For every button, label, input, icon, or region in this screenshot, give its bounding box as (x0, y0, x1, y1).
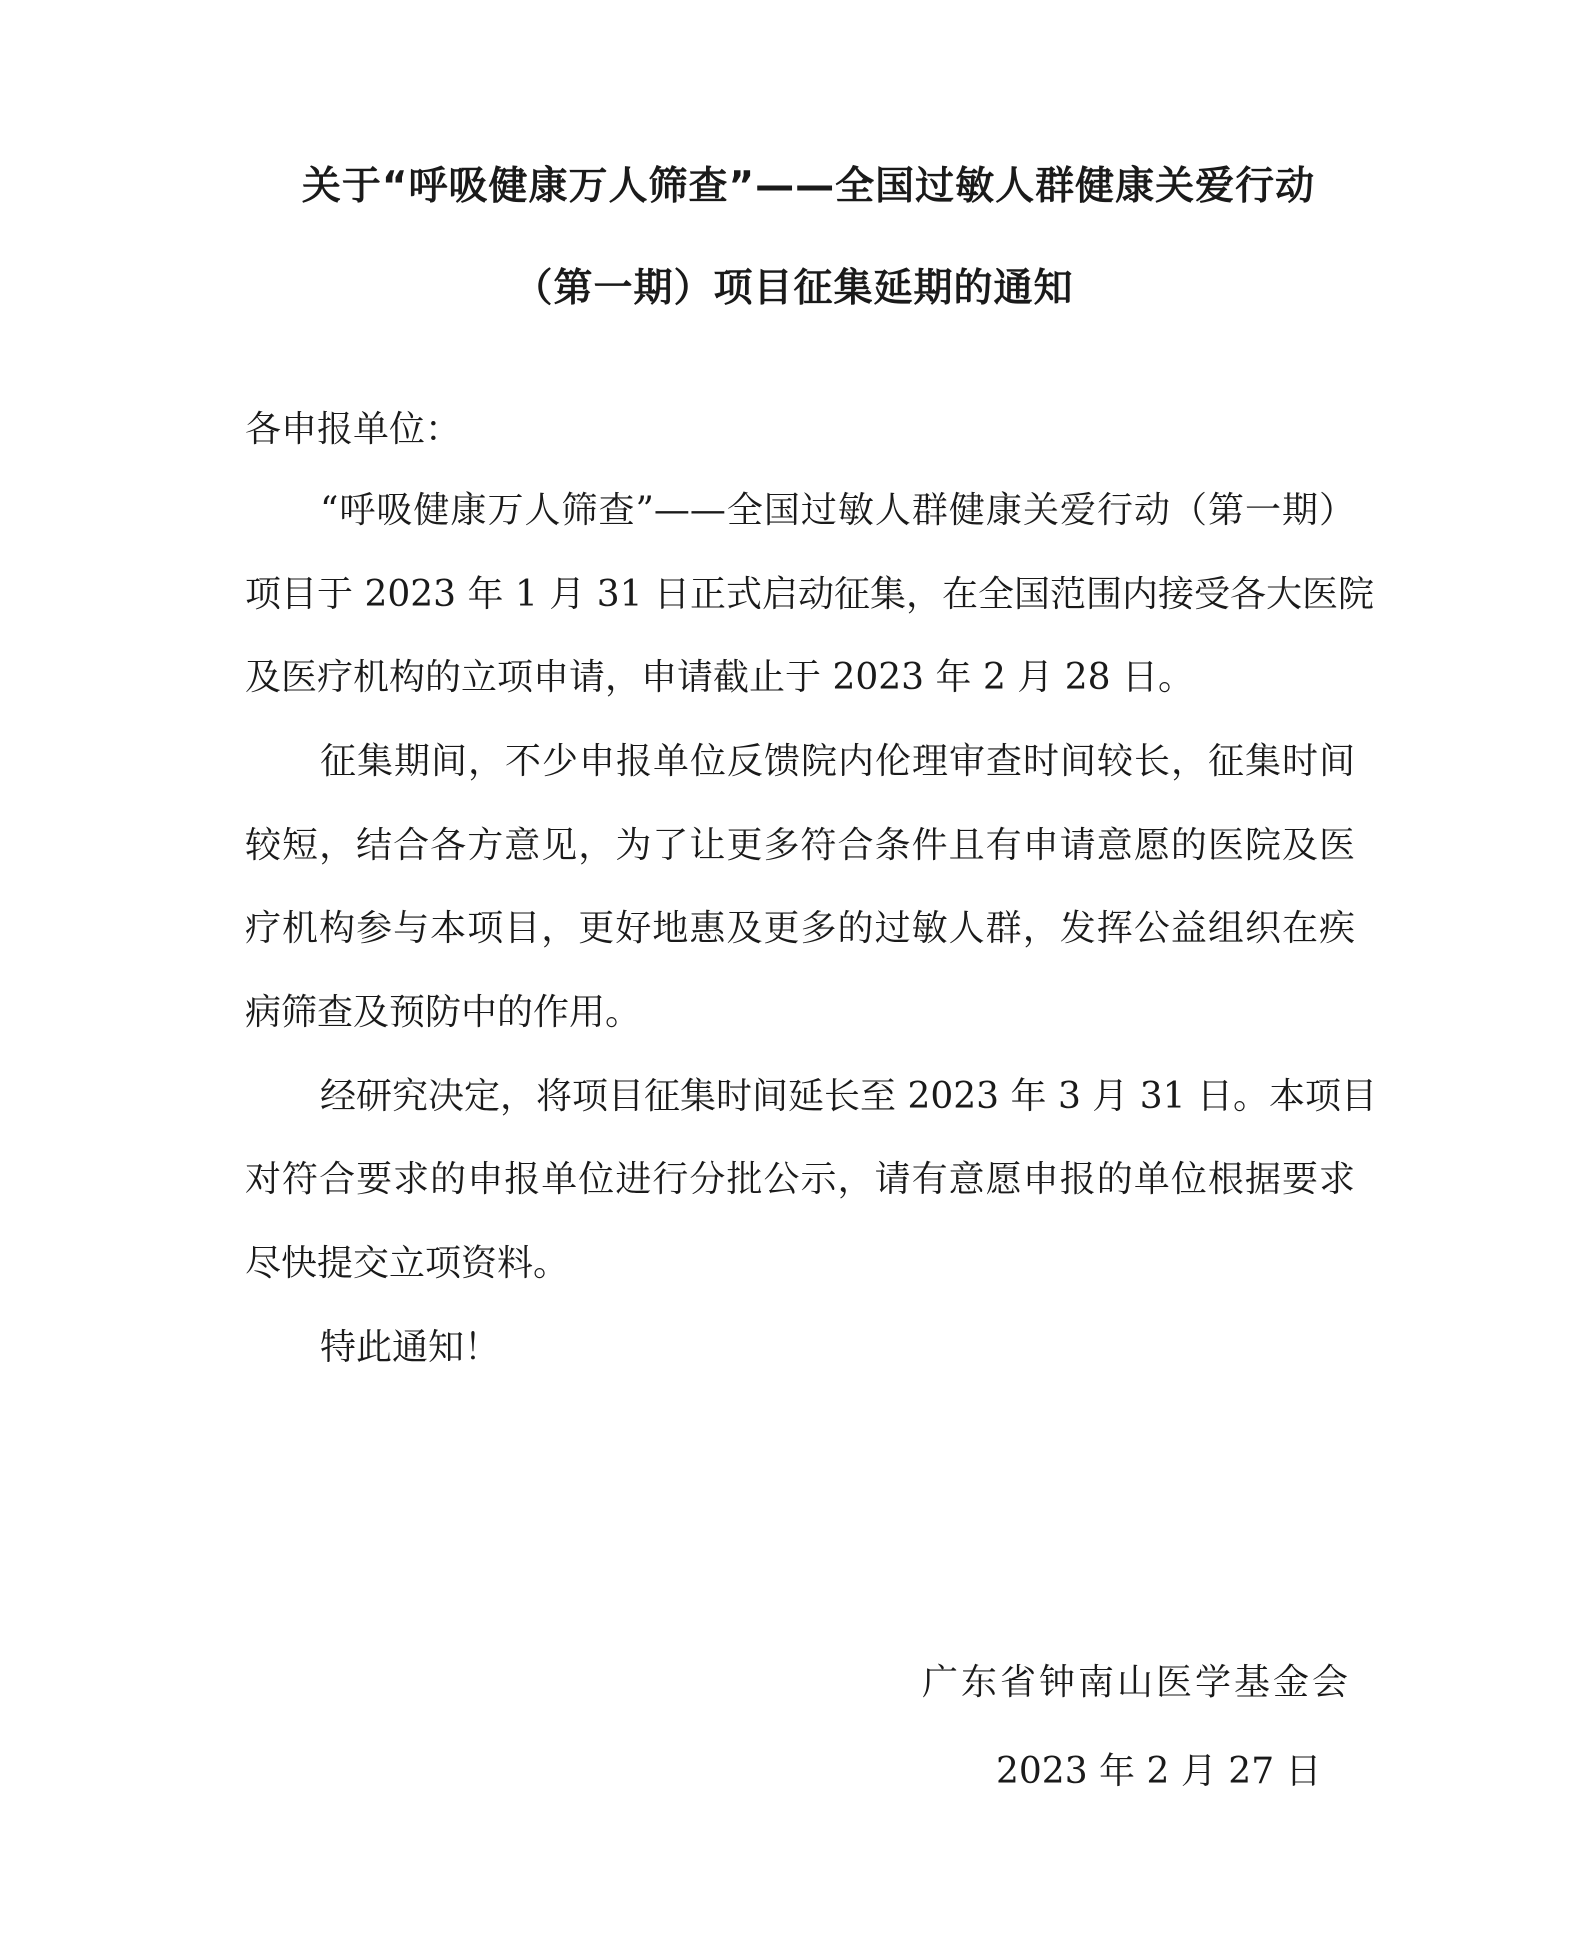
paragraph-1-line-1: “呼吸健康万人筛查”——全国过敏人群健康关爱行动（第一期） (320, 490, 1355, 531)
signature-organization: 广东省钟南山医学基金会 (922, 1662, 1352, 1703)
document-title-line-2: （第一期）项目征集延期的通知 (513, 266, 1074, 311)
paragraph-2-line-2: 较短，结合各方意见，为了让更多符合条件且有申请意愿的医院及医 (245, 825, 1355, 866)
signature-date: 2023 年 2 月 27 日 (996, 1751, 1322, 1792)
paragraph-2-line-1: 征集期间，不少申报单位反馈院内伦理审查时间较长，征集时间 (320, 741, 1355, 782)
paragraph-3-line-3: 尽快提交立项资料。 (245, 1243, 570, 1284)
paragraph-1-line-3: 及医疗机构的立项申请，申请截止于 2023 年 2 月 28 日。 (245, 657, 1194, 698)
salutation: 各申报单位： (245, 409, 462, 450)
paragraph-1-line-2: 项目于 2023 年 1 月 31 日正式启动征集，在全国范围内接受各大医院 (245, 574, 1374, 615)
paragraph-3-line-1: 经研究决定，将项目征集时间延长至 2023 年 3 月 31 日。本项目 (320, 1076, 1377, 1117)
paragraph-3-line-2: 对符合要求的申报单位进行分批公示，请有意愿申报的单位根据要求 (245, 1159, 1355, 1200)
paragraph-2-line-4: 病筛查及预防中的作用。 (245, 992, 642, 1033)
paragraph-2-line-3: 疗机构参与本项目，更好地惠及更多的过敏人群，发挥公益组织在疾 (245, 908, 1355, 949)
closing-line: 特此通知！ (320, 1327, 501, 1368)
document-title-line-1: 关于“呼吸健康万人筛查”——全国过敏人群健康关爱行动 (301, 164, 1316, 209)
